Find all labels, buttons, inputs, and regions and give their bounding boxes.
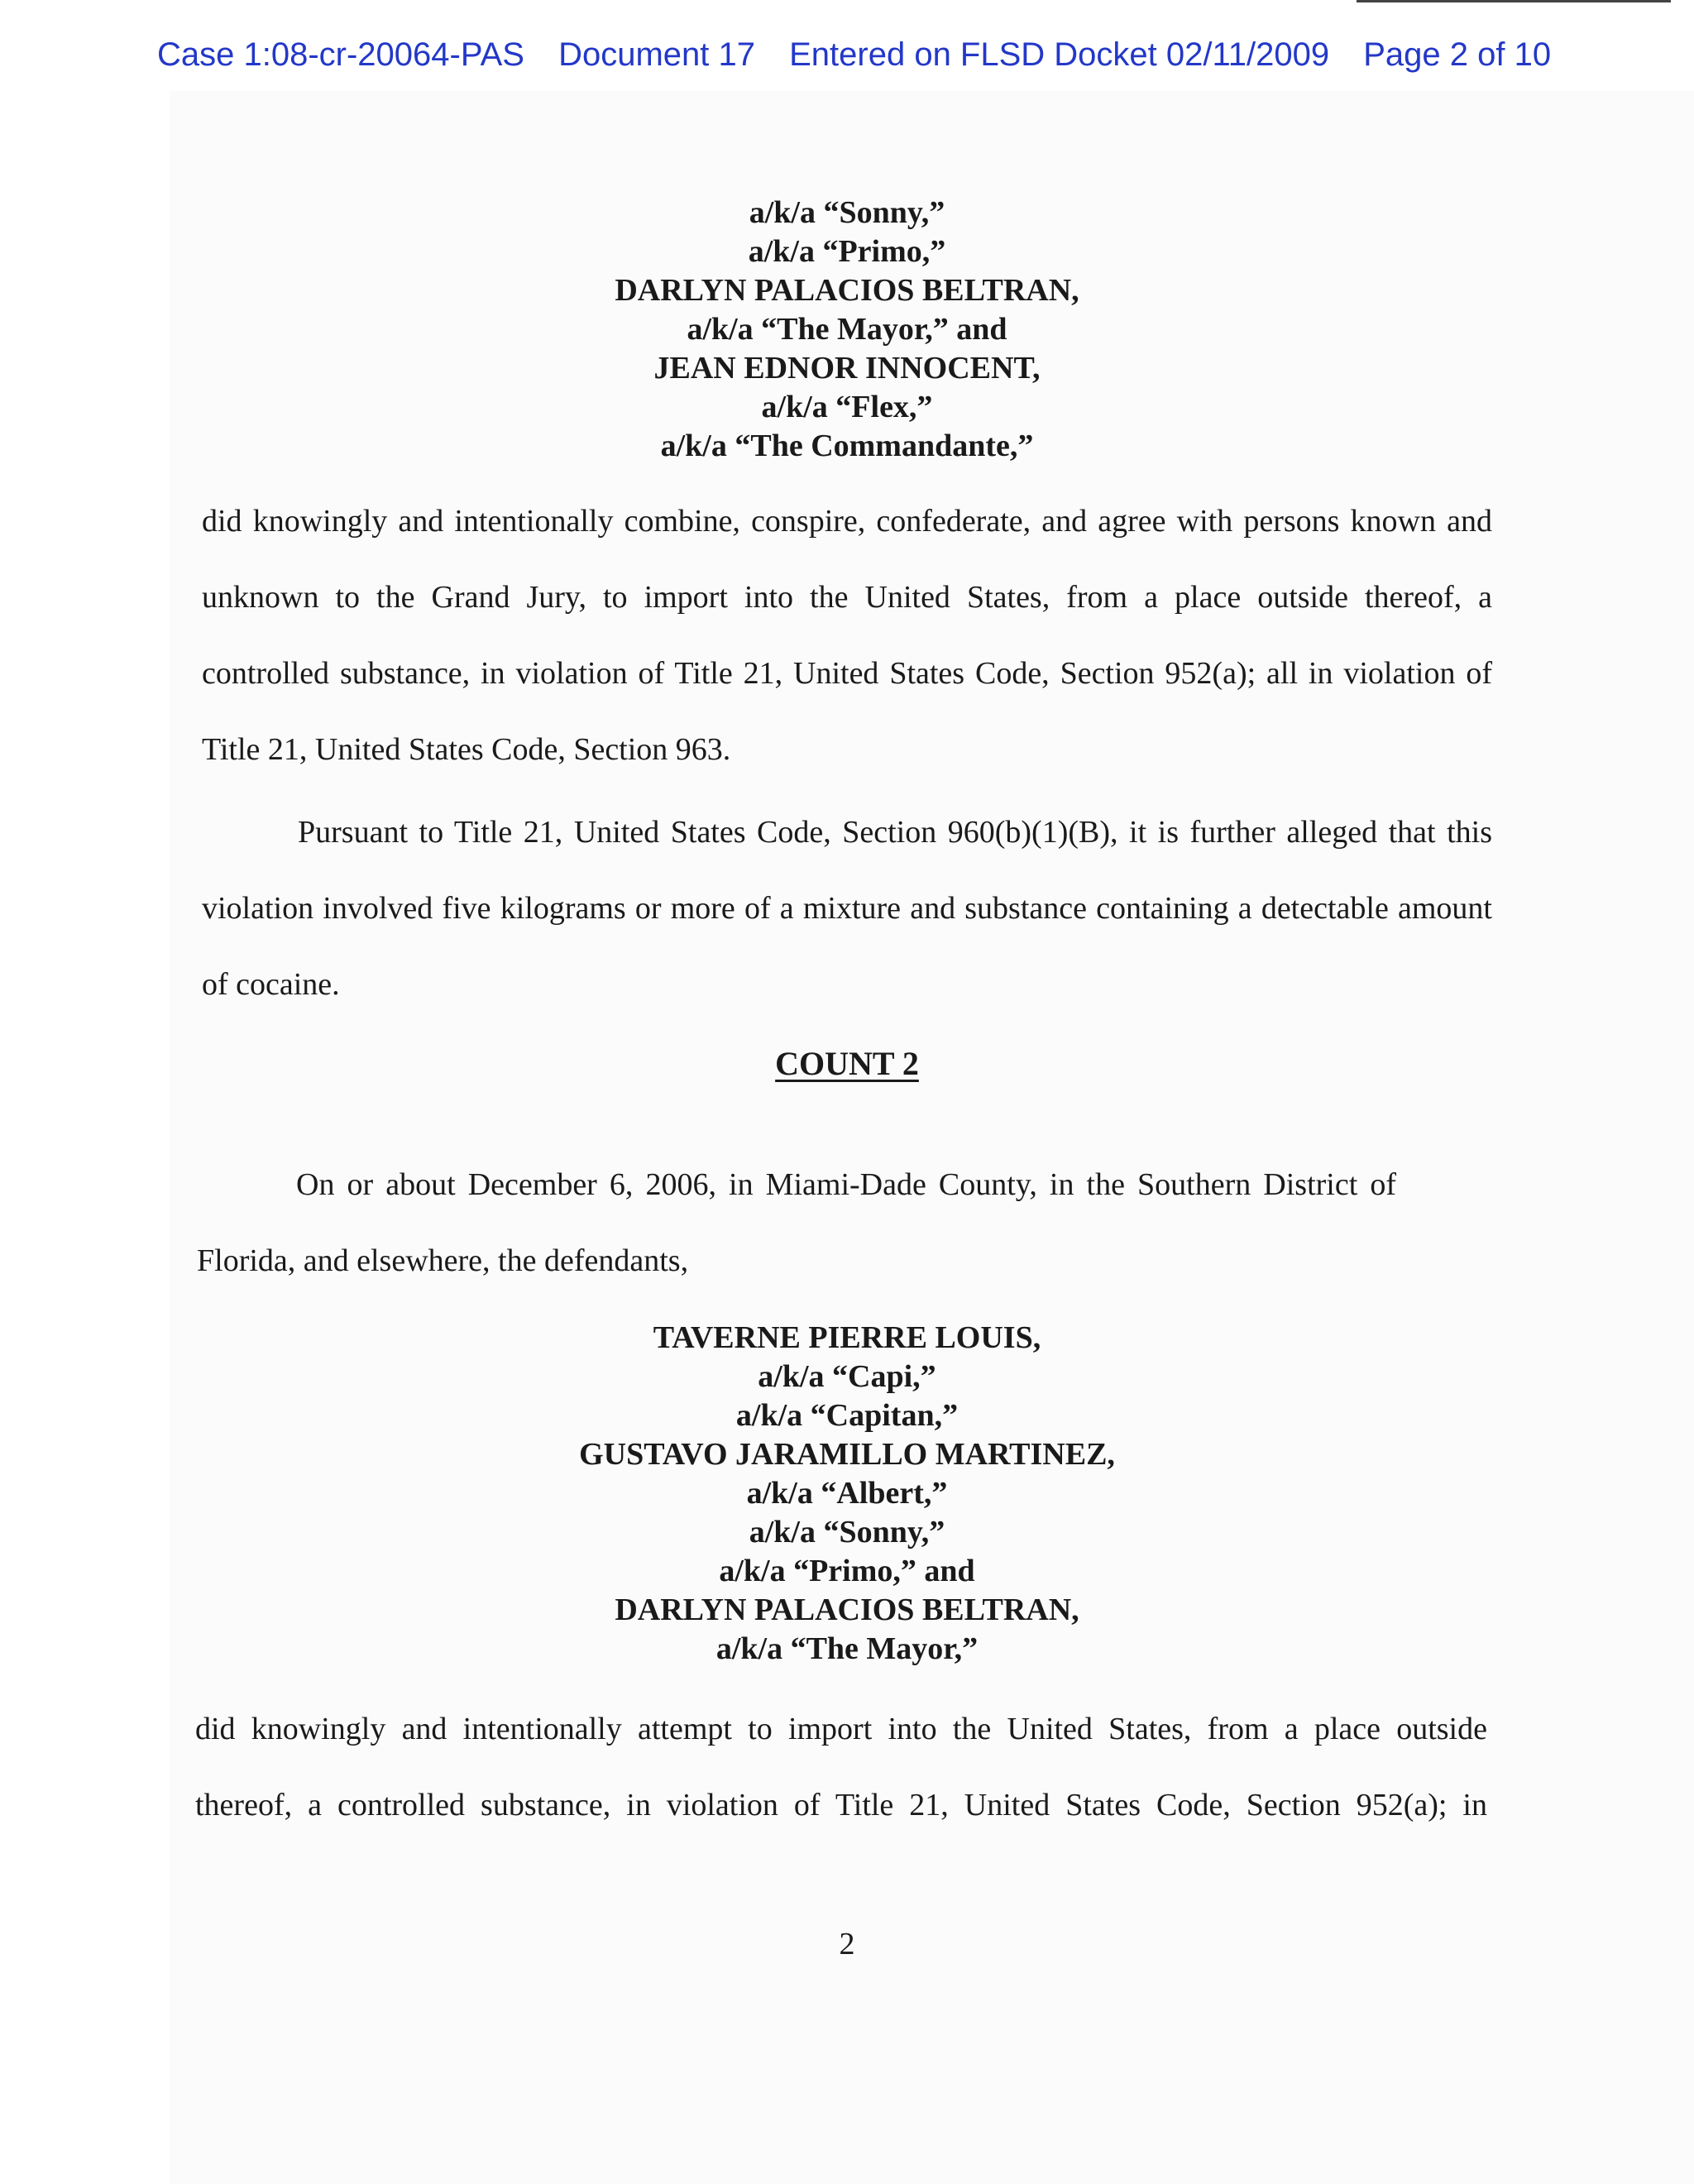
paragraph-1-line: did knowingly and intentionally combine, conspire, confederate, and agree with persons known and [202,504,1492,539]
paragraph-1-line: controlled substance, in violation of Title 21, United States Code, Section 952(a); all in violation of [202,656,1492,691]
defendant-line: a/k/a “Flex,” [761,390,933,424]
defendant-line: DARLYN PALACIOS BELTRAN, [615,273,1079,308]
paragraph-2-line: violation involved five kilograms or more of a mixture and substance containing a detectable amount [202,891,1492,926]
defendant-line: a/k/a “Primo,” [748,234,946,269]
defendant-line: a/k/a “Sonny,” [749,1515,945,1549]
defendant-line: a/k/a “Capitan,” [735,1398,959,1433]
defendant-line: a/k/a “Capi,” [758,1359,936,1394]
defendant-line: a/k/a “Albert,” [746,1476,948,1511]
paragraph-4-line: thereof, a controlled substance, in violation of Title 21, United States Code, Section 952(a); in [195,1788,1487,1822]
paragraph-1-line: Title 21, United States Code, Section 963. [202,732,731,767]
defendant-line: DARLYN PALACIOS BELTRAN, [615,1592,1079,1627]
defendant-line: a/k/a “The Mayor,” and [687,312,1007,347]
case-number: Case 1:08-cr-20064-PAS [157,36,524,73]
paragraph-2-line: of cocaine. [202,967,340,1002]
docket-header [157,36,1576,74]
page-number: 2 [839,1927,855,1961]
defendants-block-1 [0,194,1694,466]
defendants-block-2 [0,1319,1694,1669]
top-edge-line [1357,0,1671,2]
page-indicator: Page 2 of 10 [1363,36,1552,73]
defendant-line: TAVERNE PIERRE LOUIS, [653,1320,1041,1355]
paragraph-4-line: did knowingly and intentionally attempt to import into the United States, from a place outside [195,1712,1487,1746]
defendant-line: JEAN EDNOR INNOCENT, [653,351,1041,386]
document-number: Document 17 [558,36,755,73]
docket-entry: Entered on FLSD Docket 02/11/2009 [789,36,1330,73]
defendant-line: a/k/a “The Mayor,” [715,1631,979,1666]
paragraph-2-line: Pursuant to Title 21, United States Code, Section 960(b)(1)(B), it is further alleged that this [298,815,1492,850]
defendant-line: a/k/a “Primo,” and [719,1554,975,1588]
paragraph-1-line: unknown to the Grand Jury, to import into the United States, from a place outside thereof, a [202,580,1492,615]
defendant-line: a/k/a “The Commandante,” [660,429,1034,463]
paragraph-3-line: On or about December 6, 2006, in Miami-Dade County, in the Southern District of [296,1167,1396,1202]
count-heading: COUNT 2 [775,1045,919,1082]
defendant-line: a/k/a “Sonny,” [749,195,945,230]
paragraph-3-line: Florida, and elsewhere, the defendants, [197,1243,689,1278]
defendant-line: GUSTAVO JARAMILLO MARTINEZ, [579,1437,1115,1472]
